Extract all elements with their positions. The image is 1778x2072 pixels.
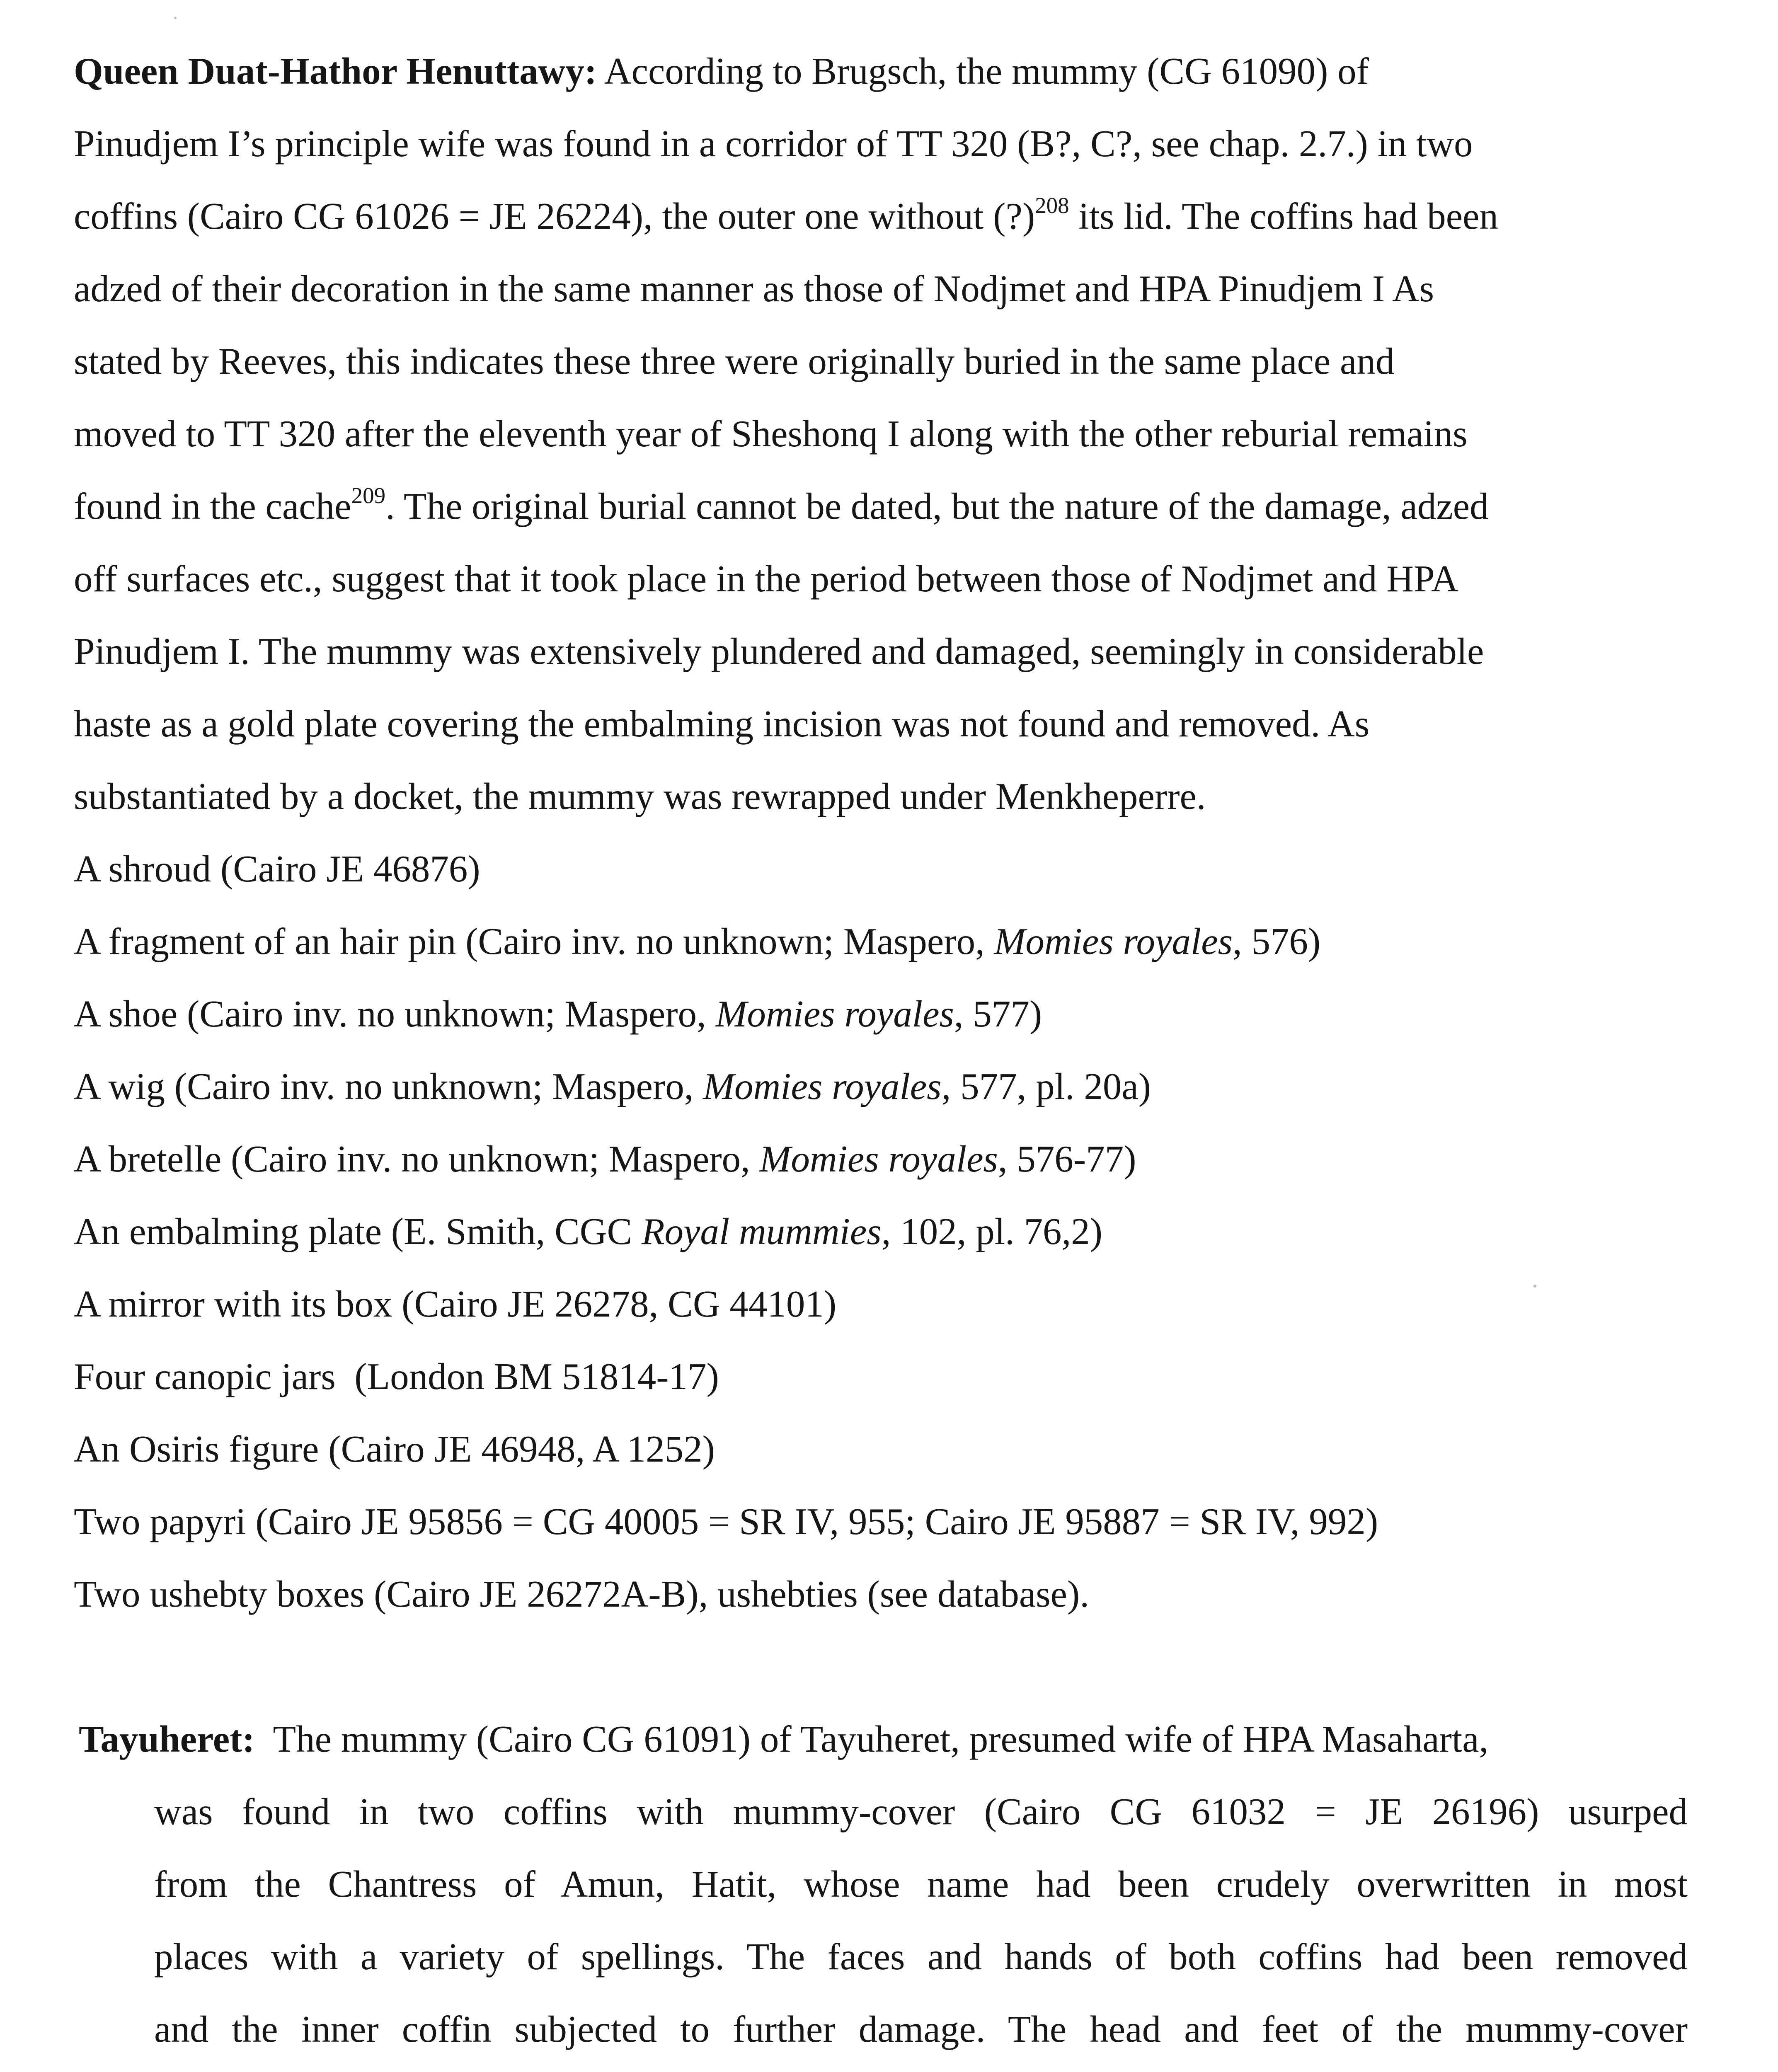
item-text: An Osiris figure (Cairo JE 46948, A 1252)	[74, 1428, 715, 1470]
item-title: Momies royales	[759, 1138, 998, 1180]
item-text: An embalming plate (E. Smith, CGC	[74, 1210, 642, 1252]
item-title: Momies royales	[703, 1065, 942, 1107]
section1-text: . The original burial cannot be dated, but the nature of the damage, adzed	[385, 485, 1489, 527]
list-item	[74, 1285, 836, 1323]
section2-line-1	[79, 1720, 1488, 1758]
item-title: Momies royales	[994, 920, 1233, 962]
item-text: , 577, pl. 20a)	[941, 1065, 1151, 1107]
footnote-ref-209: 209	[351, 483, 386, 508]
item-title: Momies royales	[715, 993, 954, 1035]
section2-text: The mummy (Cairo CG 61091) of Tayuheret, presumed wife of HPA Masaharta,	[254, 1718, 1489, 1760]
section1-line-7	[74, 483, 1489, 527]
section1-line-3	[74, 193, 1499, 237]
section2-heading: Tayuheret:	[79, 1718, 255, 1760]
section1-line-5: stated by Reeves, this indicates these three were originally buried in the same place and	[74, 340, 1395, 382]
section1-line-1	[74, 52, 1369, 90]
section1-line-2: Pinudjem I’s principle wife was found in a corridor of TT 320 (B?, C?, see chap. 2.7.) in two	[74, 123, 1473, 165]
section1-heading: Queen Duat-Hathor Henuttawy:	[74, 50, 597, 92]
section1-line-9: Pinudjem I. The mummy was extensively plundered and damaged, seemingly in considerable	[74, 630, 1484, 672]
section1-text: According to Brugsch, the mummy (CG 61090) of	[597, 50, 1369, 92]
list-item	[74, 1210, 1103, 1252]
list-item	[74, 1067, 1151, 1105]
list-item	[74, 1140, 1136, 1178]
item-text: , 102, pl. 76,2)	[881, 1210, 1103, 1252]
section1-text: coffins (Cairo CG 61026 = JE 26224), the outer one without (?)	[74, 195, 1035, 237]
item-text: A wig (Cairo inv. no unknown; Maspero,	[74, 1065, 703, 1107]
section1-line-11: substantiated by a docket, the mummy was rewrapped under Menkheperre.	[74, 775, 1206, 817]
list-item	[74, 1358, 719, 1395]
list-item	[74, 1575, 1089, 1613]
item-title: Royal mummies	[641, 1210, 882, 1252]
list-item	[74, 1503, 1378, 1540]
item-text: , 577)	[954, 993, 1042, 1035]
scan-speck	[174, 17, 177, 19]
section2-line-5: and the inner coffin subjected to further damage. The head and feet of the mummy-cover	[154, 2008, 1688, 2050]
footnote-ref-208: 208	[1035, 193, 1069, 218]
scan-speck	[1533, 1285, 1536, 1288]
item-text: Four canopic jars (London BM 51814-17)	[74, 1356, 719, 1397]
section1-text: found in the cache	[74, 485, 351, 527]
section1-line-8: off surfaces etc., suggest that it took place in the period between those of Nodjmet and HPA	[74, 558, 1458, 600]
item-text: , 576-77)	[998, 1138, 1136, 1180]
item-text: A fragment of an hair pin (Cairo inv. no unknown; Maspero,	[74, 920, 994, 962]
section1-line-4: adzed of their decoration in the same manner as those of Nodjmet and HPA Pinudjem I As	[74, 268, 1434, 310]
section1-text: its lid. The coffins had been	[1069, 195, 1499, 237]
list-item	[74, 995, 1042, 1033]
item-text: A shroud (Cairo JE 46876)	[74, 848, 480, 890]
section1-line-10: haste as a gold plate covering the embalming incision was not found and removed. As	[74, 703, 1370, 745]
item-text: Two papyri (Cairo JE 95856 = CG 40005 = SR IV, 955; Cairo JE 95887 = SR IV, 992)	[74, 1501, 1378, 1542]
list-item	[74, 922, 1320, 960]
item-text: A mirror with its box (Cairo JE 26278, CG 44101)	[74, 1283, 837, 1325]
list-item	[74, 850, 480, 888]
item-text: A shoe (Cairo inv. no unknown; Maspero,	[74, 993, 716, 1035]
section1-line-6: moved to TT 320 after the eleventh year of Sheshonq I along with the other reburial remains	[74, 413, 1468, 455]
section2-line-2: was found in two coffins with mummy-cover (Cairo CG 61032 = JE 26196) usurped	[154, 1791, 1688, 1832]
item-text: A bretelle (Cairo inv. no unknown; Maspero,	[74, 1138, 760, 1180]
section2-line-4: places with a variety of spellings. The faces and hands of both coffins had been removed	[154, 1936, 1688, 1978]
list-item	[74, 1430, 715, 1468]
section2-line-3: from the Chantress of Amun, Hatit, whose name had been crudely overwritten in most	[154, 1863, 1688, 1905]
item-text: , 576)	[1233, 920, 1321, 962]
item-text: Two ushebty boxes (Cairo JE 26272A-B), ushebties (see database).	[74, 1573, 1090, 1615]
